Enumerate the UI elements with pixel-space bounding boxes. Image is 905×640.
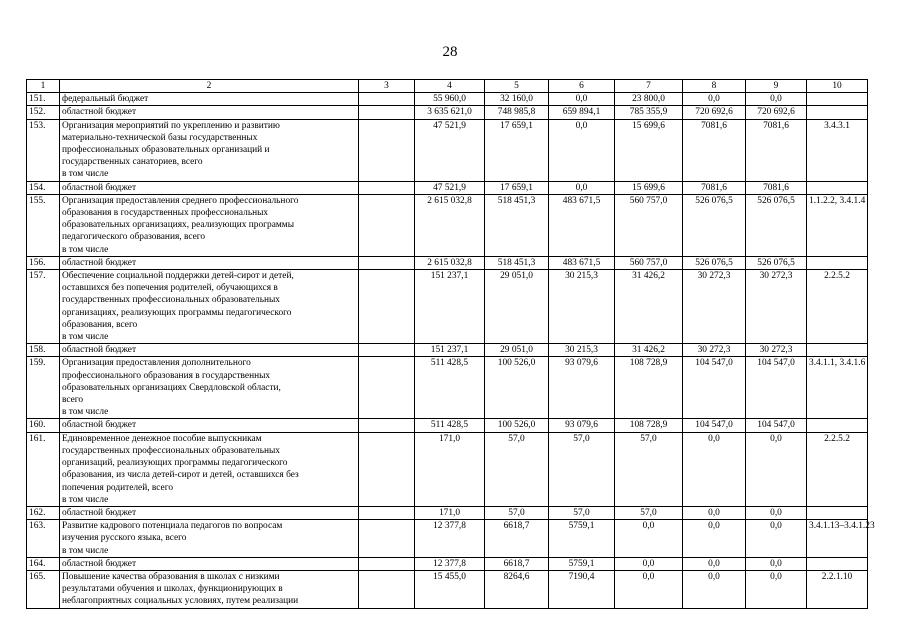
cell-c5: 100 526,0 — [485, 357, 549, 419]
cell-c10: 1.1.2.2, 3.4.1.4 — [807, 194, 868, 256]
cell-c9: 526 076,5 — [746, 194, 807, 256]
header-cell: 5 — [485, 80, 549, 93]
cell-c8: 526 076,5 — [683, 194, 746, 256]
row-description — [60, 181, 359, 194]
cell-c8: 720 692,6 — [683, 106, 746, 119]
description-line: профессионального образования в государственных — [62, 370, 271, 381]
description-line: организаций, реализующих программы педагогического — [62, 458, 288, 469]
table-row — [27, 557, 868, 570]
cell-c3 — [359, 357, 415, 419]
row-description — [60, 419, 359, 432]
cell-c4: 511 428,5 — [415, 357, 485, 419]
cell-c4: 12 377,8 — [415, 557, 485, 570]
cell-c10 — [807, 344, 868, 357]
cell-c3 — [359, 520, 415, 558]
description-line: Единовременное денежное пособие выпускникам — [62, 433, 262, 444]
cell-c4: 171,0 — [415, 432, 485, 506]
cell-c4: 47 521,9 — [415, 119, 485, 181]
cell-c9: 0,0 — [746, 432, 807, 506]
cell-c9: 7081,6 — [746, 119, 807, 181]
description-line: областной бюджет — [62, 182, 137, 193]
row-description — [60, 557, 359, 570]
cell-c6: 659 894,1 — [549, 106, 615, 119]
row-number: 162. — [27, 506, 60, 519]
row-description — [60, 344, 359, 357]
cell-c7: 108 728,9 — [615, 419, 683, 432]
header-cell: 2 — [60, 80, 359, 93]
cell-c5: 17 659,1 — [485, 119, 549, 181]
cell-c10 — [807, 93, 868, 106]
table-row — [27, 181, 868, 194]
cell-c9: 104 547,0 — [746, 357, 807, 419]
row-description — [60, 194, 359, 256]
cell-c10: 2.2.1.10 — [807, 570, 868, 608]
description-line: Организация предоставления среднего профессионального — [62, 195, 299, 206]
description-line: в том числе — [62, 169, 109, 180]
description-line: областной бюджет — [62, 107, 137, 118]
table-row — [27, 520, 868, 558]
cell-c10: 3.4.1.1, 3.4.1.6 — [807, 357, 868, 419]
description-line: изучения русского языка, всего — [62, 533, 187, 544]
cell-c5: 57,0 — [485, 506, 549, 519]
cell-c6: 93 079,6 — [549, 419, 615, 432]
header-cell: 1 — [27, 80, 60, 93]
table-row — [27, 357, 868, 419]
description-line: областной бюджет — [62, 558, 137, 569]
cell-c9: 0,0 — [746, 506, 807, 519]
cell-c7: 15 699,6 — [615, 119, 683, 181]
row-description — [60, 506, 359, 519]
cell-c10 — [807, 256, 868, 269]
table-row — [27, 419, 868, 432]
cell-c4: 171,0 — [415, 506, 485, 519]
row-number: 152. — [27, 106, 60, 119]
table-row — [27, 119, 868, 181]
cell-c6: 5759,1 — [549, 520, 615, 558]
cell-c8: 0,0 — [683, 506, 746, 519]
cell-c7: 0,0 — [615, 520, 683, 558]
description-line: в том числе — [62, 494, 109, 505]
row-number: 165. — [27, 570, 60, 608]
cell-c8: 0,0 — [683, 557, 746, 570]
cell-c8: 30 272,3 — [683, 344, 746, 357]
description-line: Организация мероприятий по укреплению и развитию — [62, 120, 280, 131]
cell-c6: 483 671,5 — [549, 256, 615, 269]
header-cell: 8 — [683, 80, 746, 93]
description-line: попечения родителей, всего — [62, 482, 174, 493]
row-number: 157. — [27, 270, 60, 344]
cell-c3 — [359, 93, 415, 106]
cell-c8: 104 547,0 — [683, 357, 746, 419]
description-line: Повышение качества образования в школах с низкими — [62, 571, 280, 582]
cell-c3 — [359, 181, 415, 194]
description-line: государственных профессиональных образовательных — [62, 295, 280, 306]
description-line: образовательных организациях Свердловской области, — [62, 382, 281, 393]
cell-c5: 8264,6 — [485, 570, 549, 608]
row-description — [60, 256, 359, 269]
header-row — [27, 80, 868, 93]
description-line: образования в государственных профессиональных — [62, 208, 269, 219]
cell-c10: 2.2.5.2 — [807, 432, 868, 506]
cell-c7: 0,0 — [615, 570, 683, 608]
table-row — [27, 506, 868, 519]
cell-c7: 57,0 — [615, 506, 683, 519]
cell-c8: 7081,6 — [683, 119, 746, 181]
cell-c9: 0,0 — [746, 93, 807, 106]
cell-c7: 23 800,0 — [615, 93, 683, 106]
cell-c3 — [359, 432, 415, 506]
cell-c7: 108 728,9 — [615, 357, 683, 419]
cell-c3 — [359, 570, 415, 608]
cell-c6: 483 671,5 — [549, 194, 615, 256]
cell-c10: 3.4.3.1 — [807, 119, 868, 181]
cell-c3 — [359, 119, 415, 181]
description-line: педагогического образования, всего — [62, 232, 206, 243]
cell-c9: 720 692,6 — [746, 106, 807, 119]
budget-table — [26, 79, 875, 609]
cell-c8: 526 076,5 — [683, 256, 746, 269]
header-cell: 6 — [549, 80, 615, 93]
row-number: 151. — [27, 93, 60, 106]
cell-c5: 748 985,8 — [485, 106, 549, 119]
description-line: всего — [62, 395, 84, 406]
cell-c10 — [807, 419, 868, 432]
description-line: областной бюджет — [62, 257, 137, 268]
cell-c6: 30 215,3 — [549, 344, 615, 357]
cell-c7: 560 757,0 — [615, 194, 683, 256]
table-row — [27, 93, 868, 106]
description-line: областной бюджет — [62, 420, 137, 431]
cell-c5: 518 451,3 — [485, 194, 549, 256]
description-line: в том числе — [62, 545, 109, 556]
row-description — [60, 432, 359, 506]
cell-c6: 93 079,6 — [549, 357, 615, 419]
description-line: областной бюджет — [62, 345, 137, 356]
description-line: областной бюджет — [62, 507, 137, 518]
description-line: государственных профессиональных образовательных — [62, 445, 280, 456]
cell-c6: 5759,1 — [549, 557, 615, 570]
header-cell: 10 — [807, 80, 868, 93]
row-description — [60, 93, 359, 106]
row-description — [60, 119, 359, 181]
cell-c10 — [807, 506, 868, 519]
row-description — [60, 270, 359, 344]
cell-c10: 2.2.5.2 — [807, 270, 868, 344]
row-number: 161. — [27, 432, 60, 506]
cell-c6: 57,0 — [549, 432, 615, 506]
table-row — [27, 432, 868, 506]
table-row — [27, 106, 868, 119]
description-line: в том числе — [62, 244, 109, 255]
description-line: результатами обучения и школах, функционирующих в — [62, 584, 283, 595]
cell-c10 — [807, 557, 868, 570]
cell-c5: 100 526,0 — [485, 419, 549, 432]
description-line: организациях, реализующих программы педагогического — [62, 307, 292, 318]
header-cell: 7 — [615, 80, 683, 93]
cell-c5: 6618,7 — [485, 520, 549, 558]
cell-c7: 785 355,9 — [615, 106, 683, 119]
cell-c6: 0,0 — [549, 181, 615, 194]
cell-c3 — [359, 344, 415, 357]
cell-c9: 30 272,3 — [746, 270, 807, 344]
cell-c3 — [359, 557, 415, 570]
cell-c8: 104 547,0 — [683, 419, 746, 432]
table-row — [27, 570, 868, 608]
description-line: Обеспечение социальной поддержки детей-сирот и детей, — [62, 271, 294, 282]
cell-c8: 30 272,3 — [683, 270, 746, 344]
cell-c6: 30 215,3 — [549, 270, 615, 344]
cell-c4: 55 960,0 — [415, 93, 485, 106]
row-description — [60, 520, 359, 558]
cell-c5: 57,0 — [485, 432, 549, 506]
cell-c7: 0,0 — [615, 557, 683, 570]
cell-c6: 57,0 — [549, 506, 615, 519]
cell-c10 — [807, 106, 868, 119]
cell-c5: 29 051,0 — [485, 344, 549, 357]
cell-c10 — [807, 181, 868, 194]
cell-c4: 2 615 032,8 — [415, 194, 485, 256]
row-number: 153. — [27, 119, 60, 181]
cell-c3 — [359, 506, 415, 519]
cell-c8: 0,0 — [683, 93, 746, 106]
cell-c5: 17 659,1 — [485, 181, 549, 194]
description-line: оставшихся без попечения родителей, обучающихся в — [62, 283, 278, 294]
row-number: 158. — [27, 344, 60, 357]
cell-c7: 31 426,2 — [615, 344, 683, 357]
description-line: в том числе — [62, 332, 109, 343]
cell-c3 — [359, 270, 415, 344]
cell-c8: 0,0 — [683, 432, 746, 506]
cell-c4: 12 377,8 — [415, 520, 485, 558]
cell-c9: 0,0 — [746, 520, 807, 558]
description-line: федеральный бюджет — [62, 94, 149, 105]
header-cell: 9 — [746, 80, 807, 93]
cell-c9: 30 272,3 — [746, 344, 807, 357]
cell-c9: 7081,6 — [746, 181, 807, 194]
cell-c8: 0,0 — [683, 570, 746, 608]
page-number: 28 — [442, 44, 458, 60]
row-number: 163. — [27, 520, 60, 558]
cell-c4: 151 237,1 — [415, 344, 485, 357]
cell-c9: 526 076,5 — [746, 256, 807, 269]
cell-c8: 7081,6 — [683, 181, 746, 194]
cell-c7: 560 757,0 — [615, 256, 683, 269]
cell-c3 — [359, 256, 415, 269]
row-number: 160. — [27, 419, 60, 432]
row-number: 164. — [27, 557, 60, 570]
table-row — [27, 194, 868, 256]
cell-c9: 0,0 — [746, 570, 807, 608]
description-line: образования, всего — [62, 319, 138, 330]
cell-c7: 57,0 — [615, 432, 683, 506]
cell-c3 — [359, 106, 415, 119]
cell-c5: 32 160,0 — [485, 93, 549, 106]
description-line: государственных санаториев, всего — [62, 157, 203, 168]
description-line: материально-технической базы государственных — [62, 132, 258, 143]
description-line: профессиональных образовательных организаций и — [62, 145, 270, 156]
header-cell: 4 — [415, 80, 485, 93]
cell-c6: 0,0 — [549, 119, 615, 181]
row-description — [60, 357, 359, 419]
cell-c5: 29 051,0 — [485, 270, 549, 344]
cell-c4: 511 428,5 — [415, 419, 485, 432]
cell-c4: 2 615 032,8 — [415, 256, 485, 269]
cell-c9: 104 547,0 — [746, 419, 807, 432]
cell-c9: 0,0 — [746, 557, 807, 570]
row-description — [60, 106, 359, 119]
description-line: образования, из числа детей-сирот и детей, оставшихся без — [62, 470, 299, 481]
description-line: неблагоприятных социальных условиях, путем реализации — [62, 596, 299, 607]
row-number: 156. — [27, 256, 60, 269]
cell-c7: 15 699,6 — [615, 181, 683, 194]
cell-c4: 47 521,9 — [415, 181, 485, 194]
row-description — [60, 570, 359, 608]
cell-c8: 0,0 — [683, 520, 746, 558]
cell-c4: 15 455,0 — [415, 570, 485, 608]
cell-c4: 151 237,1 — [415, 270, 485, 344]
cell-c5: 6618,7 — [485, 557, 549, 570]
cell-c6: 7190,4 — [549, 570, 615, 608]
description-line: Организация предоставления дополнительного — [62, 358, 251, 369]
row-number: 155. — [27, 194, 60, 256]
description-line: в том числе — [62, 407, 109, 418]
header-cell: 3 — [359, 80, 415, 93]
cell-c6: 0,0 — [549, 93, 615, 106]
row-number: 154. — [27, 181, 60, 194]
table-row — [27, 256, 868, 269]
cell-c3 — [359, 419, 415, 432]
cell-c5: 518 451,3 — [485, 256, 549, 269]
table-row — [27, 344, 868, 357]
description-line: образовательных организациях, реализующих программы — [62, 220, 295, 231]
table-row — [27, 270, 868, 344]
cell-c7: 31 426,2 — [615, 270, 683, 344]
row-number: 159. — [27, 357, 60, 419]
cell-c3 — [359, 194, 415, 256]
cell-c4: 3 635 621,0 — [415, 106, 485, 119]
cell-c10: 3.4.1.13–3.4.1.23 — [807, 520, 868, 558]
description-line: Развитие кадрового потенциала педагогов по вопросам — [62, 521, 283, 532]
